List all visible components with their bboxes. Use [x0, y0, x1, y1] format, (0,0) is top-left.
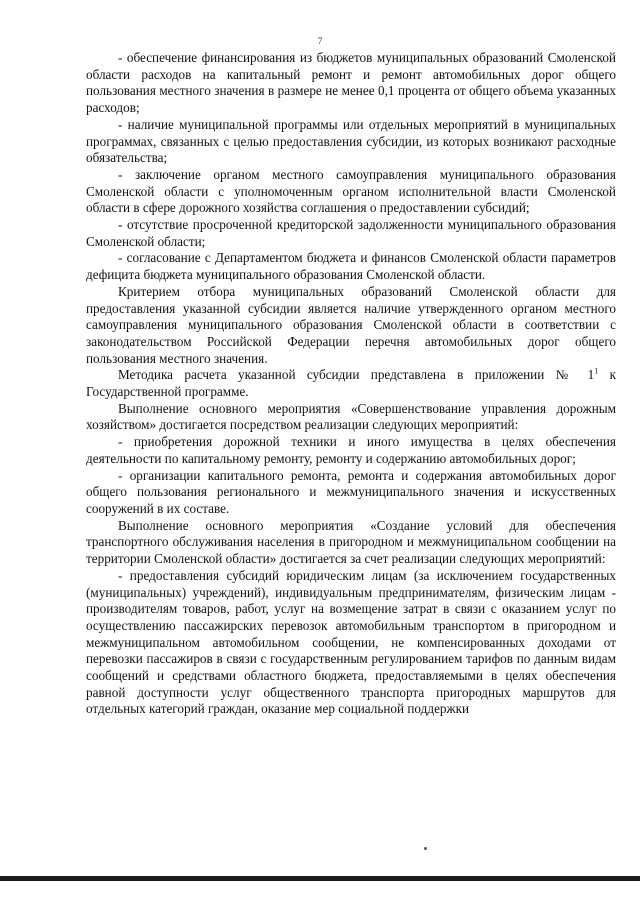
paragraph: - согласование с Департаментом бюджета и финансов Смоленской области параметров дефицита бюджета муниципального образования Смоленской области. — [86, 250, 616, 283]
paragraph: Выполнение основного мероприятия «Совершенствование управления дорожным хозяйством» достигается посредством реализации следующих мероприятий: — [86, 400, 616, 433]
page-number: 7 — [317, 36, 323, 46]
superscript: 1 — [594, 366, 599, 376]
paragraph: - наличие муниципальной программы или отдельных мероприятий в муниципальных программах, связанных с целью предоставления субсидии, из которых возникают расходные обязательства; — [86, 116, 616, 166]
paragraph: - обеспечение финансирования из бюджетов муниципальных образований Смоленской области расходов на капитальный ремонт и ремонт автомобильных дорог общего пользования местного значения в размере не менее 0,1 процента от общего объема указанных расходов; — [86, 50, 616, 116]
scan-speck — [424, 847, 427, 850]
paragraph: - предоставления субсидий юридическим лицам (за исключением государственных (муниципальных) учреждений), индивидуальным предпринимателям, физическим лицам - производителям товаров, работ, услуг на возмещение затрат в связи с оказанием услуг по осуществлению пассажирских перевозок автомобильным транспортом в пригородном и межмуниципальном автомобильном сообщении, не компенсированных доходами от перевозки пассажиров в связи с государственным регулированием тарифов по данным видам сообщений и средствами областного бюджета, предоставляемыми в целях обеспечения равной доступности услуг общественного транспорта пригородных маршрутов для отдельных категорий граждан, оказание мер социальной поддержки — [86, 567, 616, 717]
methodology-text: Методика расчета указанной субсидии представлена в приложении № 1 — [118, 367, 595, 383]
paragraph: Критерием отбора муниципальных образований Смоленской области для предоставления указанной субсидии является наличие утвержденного органом местного самоуправления муниципального образования Смоленской области в соответствии с законодательством Российской Федерации перечня автомобильных дорог общего пользования местного значения. — [86, 283, 616, 366]
paragraph: - организации капитального ремонта, ремонта и содержания автомобильных дорог общего пользования регионального и межмуниципального значения и искусственных сооружений в их составе. — [86, 467, 616, 516]
paragraph: - приобретения дорожной техники и иного имущества в целях обеспечения деятельности по капитальному ремонту, ремонту и содержанию автомобильных дорог; — [86, 434, 616, 466]
paragraph: - отсутствие просроченной кредиторской задолженности муниципального образования Смоленской области; — [86, 217, 616, 249]
methodology-text-end: к Государственной программе. — [86, 367, 616, 400]
methodology-paragraph — [86, 367, 616, 400]
bottom-border-line — [0, 876, 640, 881]
document-body — [86, 50, 616, 718]
paragraph: - заключение органом местного самоуправления муниципального образования Смоленской области с уполномоченным органом исполнительной власти Смоленской области в сфере дорожного хозяйства соглашения о предоставлении субсидий; — [86, 166, 616, 216]
paragraph: Выполнение основного мероприятия «Создание условий для обеспечения транспортного обслуживания населения в пригородном и межмуниципальном сообщении на территории Смоленской области» достигается за счет реализации следующих мероприятий: — [86, 517, 616, 567]
